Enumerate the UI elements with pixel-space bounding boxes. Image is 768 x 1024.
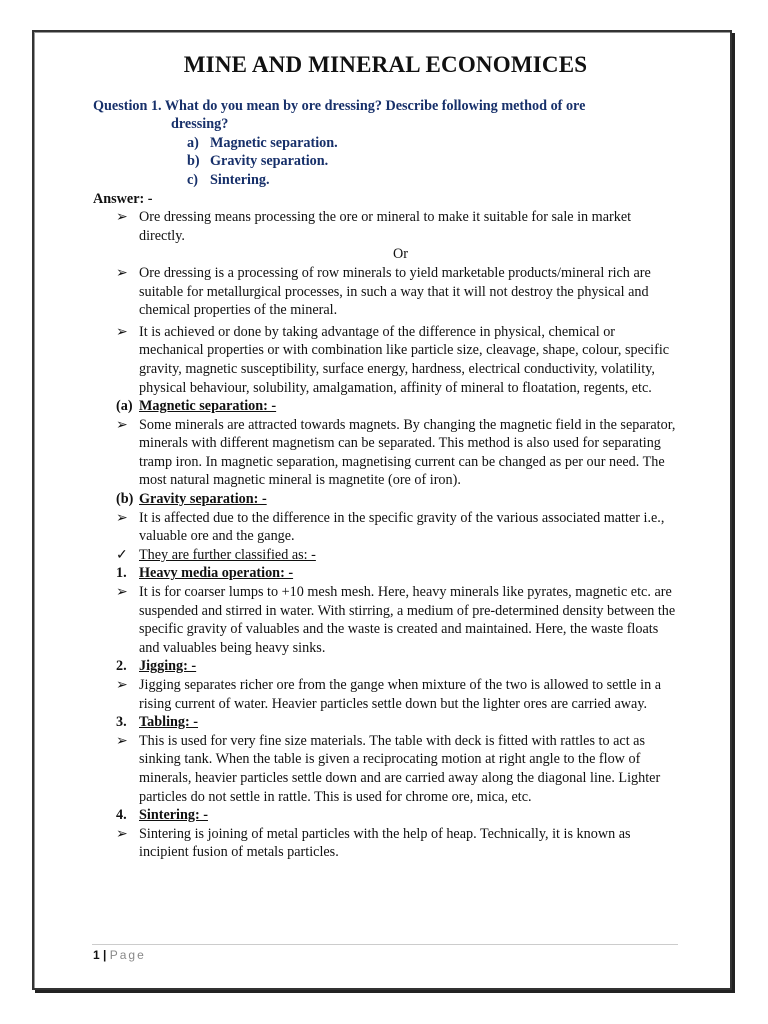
option-label: b) — [187, 153, 200, 170]
page-label: Page — [109, 948, 146, 962]
bullet-arrow-icon: ➢ — [116, 732, 128, 749]
bullet-arrow-icon: ➢ — [116, 264, 128, 281]
bullet-text: Some minerals are attracted towards magnets. By changing the magnetic field in the separator, minerals with different magnetism can be separated. This method is also used for separating tramp iron. In magnetic separation, magnetising current can be changed as per our need. The most natural magnetic mineral is magnetite (ore of iron). — [139, 416, 676, 489]
method-number: 4. — [116, 807, 127, 824]
document-body — [93, 52, 678, 862]
method-title: Sintering: - — [139, 807, 208, 824]
bullet-item — [93, 509, 678, 546]
page-number: 1 — [93, 948, 100, 962]
section-title: Gravity separation: - — [139, 491, 267, 508]
bullet-item — [93, 732, 678, 806]
method-heading — [93, 564, 678, 583]
section-heading — [93, 397, 678, 416]
question-option — [187, 134, 678, 153]
footer-divider — [92, 944, 678, 945]
bullet-arrow-icon: ➢ — [116, 677, 128, 693]
check-item — [93, 546, 678, 565]
bullet-item — [93, 676, 678, 713]
bullet-arrow-icon: ➢ — [116, 416, 128, 433]
document-title: MINE AND MINERAL ECONOMICES — [183, 52, 588, 77]
or-separator: Or — [393, 246, 408, 263]
question-option — [187, 171, 678, 190]
section-label: (a) — [116, 398, 133, 415]
option-label: c) — [187, 171, 199, 188]
bullet-text: It is achieved or done by taking advantage of the difference in physical, chemical or mechanical properties or with combination like particle size, cleavage, shape, colour, specific gravity, magnetic susceptibility, surface energy, hardness, electrical conductivity, volatility, physical behaviour, solubility, amalgamation, affinity of mineral to floatation, regents, etc. — [139, 323, 670, 396]
method-number: 3. — [116, 714, 127, 731]
option-text: Gravity separation. — [210, 153, 329, 170]
check-text: They are further classified as: - — [139, 546, 316, 563]
option-label: a) — [187, 134, 199, 151]
page-footer — [93, 948, 146, 962]
question-option — [187, 152, 678, 171]
bullet-text: Jigging separates richer ore from the gange when mixture of the two is allowed to settle in a rising current of water. Heavier particles settle down but the lighter ores are carried away. — [139, 677, 662, 712]
section-title: Magnetic separation: - — [139, 398, 277, 415]
method-heading — [93, 657, 678, 676]
method-heading — [93, 713, 678, 732]
option-text: Magnetic separation. — [210, 134, 338, 151]
question-line-continued: dressing? — [171, 116, 229, 133]
answer-label: Answer: - — [93, 190, 153, 207]
method-number: 2. — [116, 658, 127, 675]
method-title: Tabling: - — [139, 714, 199, 731]
bullet-arrow-icon: ➢ — [116, 584, 128, 601]
method-number: 1. — [116, 565, 127, 582]
bullet-item — [93, 264, 678, 320]
bullet-text: Sintering is joining of metal particles with the help of heap. Technically, it is known as incipient fusion of metals particles. — [139, 825, 631, 861]
bullet-arrow-icon: ➢ — [116, 209, 128, 226]
option-text: Sintering. — [210, 171, 270, 188]
bullet-text: This is used for very fine size materials. The table with deck is fitted with rattles to act as sinking tank. When the table is given a reciprocating motion at right angle to the flow of minerals, heavier particles settle down and are carried away along the diagonal line. Lighter particles do not settle in rattle. This is used for chrome ore, mica, etc. — [139, 732, 661, 805]
question-options — [93, 134, 678, 190]
footer-separator: | — [99, 948, 110, 962]
section-label: (b) — [116, 491, 134, 508]
bullet-text: It is for coarser lumps to +10 mesh mesh. Here, heavy minerals like pyrates, magnetic etc. are suspended and stirred in water. With stirring, a medium of pre-determined density between the specific gravity of valuables and the waste is created and maintained. Here, the waste floats and valuables being heavy sinks. — [139, 584, 676, 656]
bullet-arrow-icon: ➢ — [116, 509, 128, 526]
bullet-text: Ore dressing is a processing of row minerals to yield marketable products/mineral rich are suitable for metallurgical processes, in such a way that it will not destroy the physical and chemical properties of the mineral. — [139, 264, 651, 319]
bullet-item — [93, 583, 678, 657]
question-line: Question 1. What do you mean by ore dressing? Describe following method of ore — [93, 97, 586, 114]
bullet-arrow-icon: ➢ — [116, 323, 128, 340]
bullet-arrow-icon: ➢ — [116, 825, 128, 842]
bullet-text: It is affected due to the difference in the specific gravity of the various associated matter i.e., valuable ore and the gange. — [139, 509, 665, 545]
bullet-item — [93, 825, 678, 862]
checkmark-icon: ✓ — [116, 546, 128, 563]
bullet-text: Ore dressing means processing the ore or mineral to make it suitable for sale in market directly. — [139, 209, 632, 244]
bullet-item — [93, 416, 678, 490]
bullet-item — [93, 323, 678, 397]
section-heading — [93, 490, 678, 509]
bullet-item — [93, 208, 678, 245]
method-title: Jigging: - — [139, 658, 197, 675]
method-heading — [93, 806, 678, 825]
method-title: Heavy media operation: - — [139, 565, 294, 582]
